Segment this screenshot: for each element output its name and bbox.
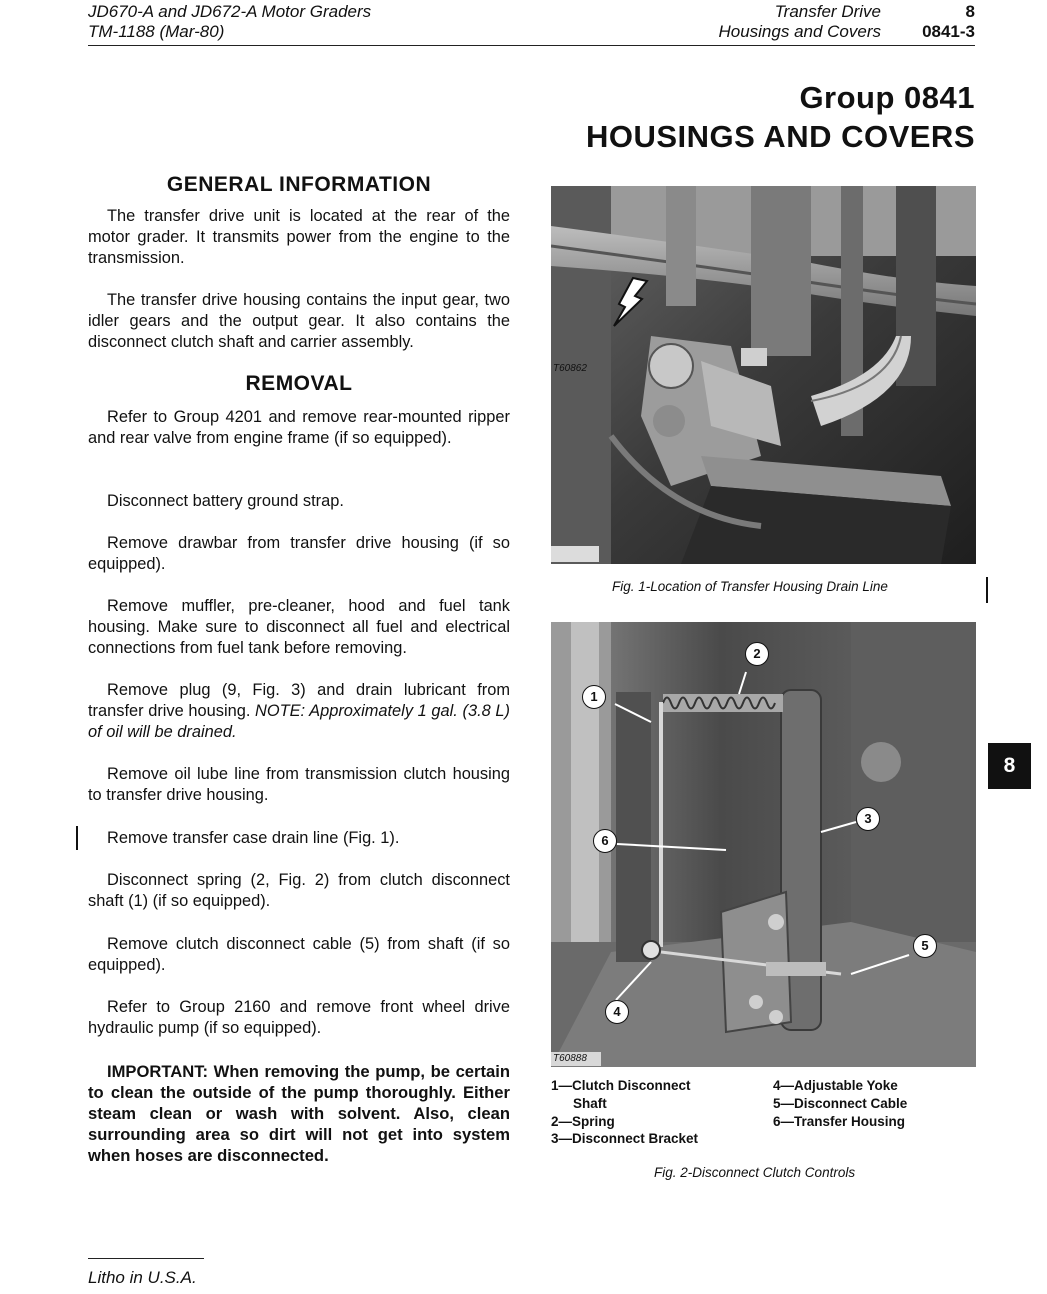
removal-step (88, 533, 510, 575)
removal-step (88, 491, 510, 512)
callout-4: 4 (605, 1000, 629, 1024)
drain-note: NOTE: Approximately 1 gal. (3.8 L) of oil will be drained. (88, 702, 510, 741)
general-information-heading: GENERAL INFORMATION (166, 173, 432, 196)
figure-1-caption: Fig. 1-Location of Transfer Housing Drain Line (612, 579, 888, 594)
removal-step-text: Disconnect spring (2, Fig. 2) from clutch disconnect shaft (1) (if so equipped). (88, 871, 510, 910)
legend-item-1: 1—Clutch Disconnect (551, 1078, 691, 1093)
revision-bar (986, 577, 988, 603)
section-tab: 8 (988, 743, 1031, 789)
section-number: 8 (965, 2, 975, 21)
figure-2-caption: Fig. 2-Disconnect Clutch Controls (654, 1165, 856, 1180)
removal-step (88, 997, 510, 1039)
group-title: HOUSINGS AND COVERS (585, 119, 975, 154)
removal-step-text: Disconnect battery ground strap. (107, 492, 344, 510)
page-number: 0841-3 (922, 22, 975, 41)
drain-line-illustration (551, 186, 976, 564)
removal-step-text: Remove transfer case drain line (Fig. 1). (107, 829, 400, 847)
figure-2-photo-code: T60888 (553, 1053, 587, 1064)
removal-step-text: Refer to Group 4201 and remove rear-mounted ripper and rear valve from engine frame (if so equipped). (88, 408, 510, 447)
legend-item-3: 3—Disconnect Bracket (551, 1131, 699, 1146)
removal-step-text: Remove plug (9, Fig. 3) and drain lubricant from transfer drive housing. (88, 681, 510, 720)
removal-step-text: Refer to Group 2160 and remove front wheel drive hydraulic pump (if so equipped). (88, 998, 510, 1037)
callout-5: 5 (913, 934, 937, 958)
removal-heading: REMOVAL (245, 372, 353, 395)
important-text: IMPORTANT: When removing the pump, be certain to clean the outside of the pump thoroughly. Either steam clean or wash with solvent. Also, clean surrounding area so dirt will not get into system when hoses are disconnected. (88, 1062, 510, 1165)
removal-step (88, 596, 510, 659)
legend-item-6: 6—Transfer Housing (773, 1114, 906, 1129)
legend-item-4: 4—Adjustable Yoke (773, 1078, 898, 1093)
general-info-paragraph (88, 206, 510, 269)
removal-step (88, 870, 510, 912)
removal-step (88, 828, 510, 849)
group-number: Group 0841 (799, 80, 975, 115)
footer-litho: Litho in U.S.A. (88, 1268, 197, 1287)
removal-step (88, 934, 510, 976)
subsection-title: Housings and Covers (718, 22, 881, 41)
callout-3: 3 (856, 807, 880, 831)
general-info-text: The transfer drive unit is located at the rear of the motor grader. It transmits power from the engine to the transmission. (88, 207, 510, 267)
callout-6: 6 (593, 829, 617, 853)
figure-1-photo-code: T60862 (553, 363, 587, 374)
callout-1: 1 (582, 685, 606, 709)
revision-bar (76, 826, 78, 850)
removal-step (88, 680, 510, 743)
legend-item-1-continued: Shaft (573, 1096, 607, 1111)
manual-code-date: TM-1188 (Mar-80) (88, 22, 225, 41)
removal-step-text: Remove muffler, pre-cleaner, hood and fuel tank housing. Make sure to disconnect all fuel and electrical connections from fuel tank before removing. (88, 597, 510, 657)
figure-1-photo (551, 186, 976, 564)
removal-step (88, 764, 510, 806)
removal-step-text: Remove clutch disconnect cable (5) from shaft (if so equipped). (88, 935, 510, 974)
general-info-text: The transfer drive housing contains the input gear, two idler gears and the output gear. It also contains the disconnect clutch shaft and carrier assembly. (88, 291, 510, 351)
callout-2: 2 (745, 642, 769, 666)
section-title: Transfer Drive (774, 2, 881, 21)
removal-step-text: Remove oil lube line from transmission clutch housing to transfer drive housing. (88, 765, 510, 804)
removal-step-text: Remove drawbar from transfer drive housing (if so equipped). (88, 534, 510, 573)
footer-rule (88, 1258, 204, 1259)
removal-step (88, 407, 510, 449)
manual-title: JD670-A and JD672-A Motor Graders (88, 2, 372, 21)
legend-item-2: 2—Spring (551, 1114, 615, 1129)
header-rule (88, 45, 975, 46)
legend-item-5: 5—Disconnect Cable (773, 1096, 908, 1111)
important-notice (88, 1061, 510, 1166)
general-info-paragraph (88, 290, 510, 353)
